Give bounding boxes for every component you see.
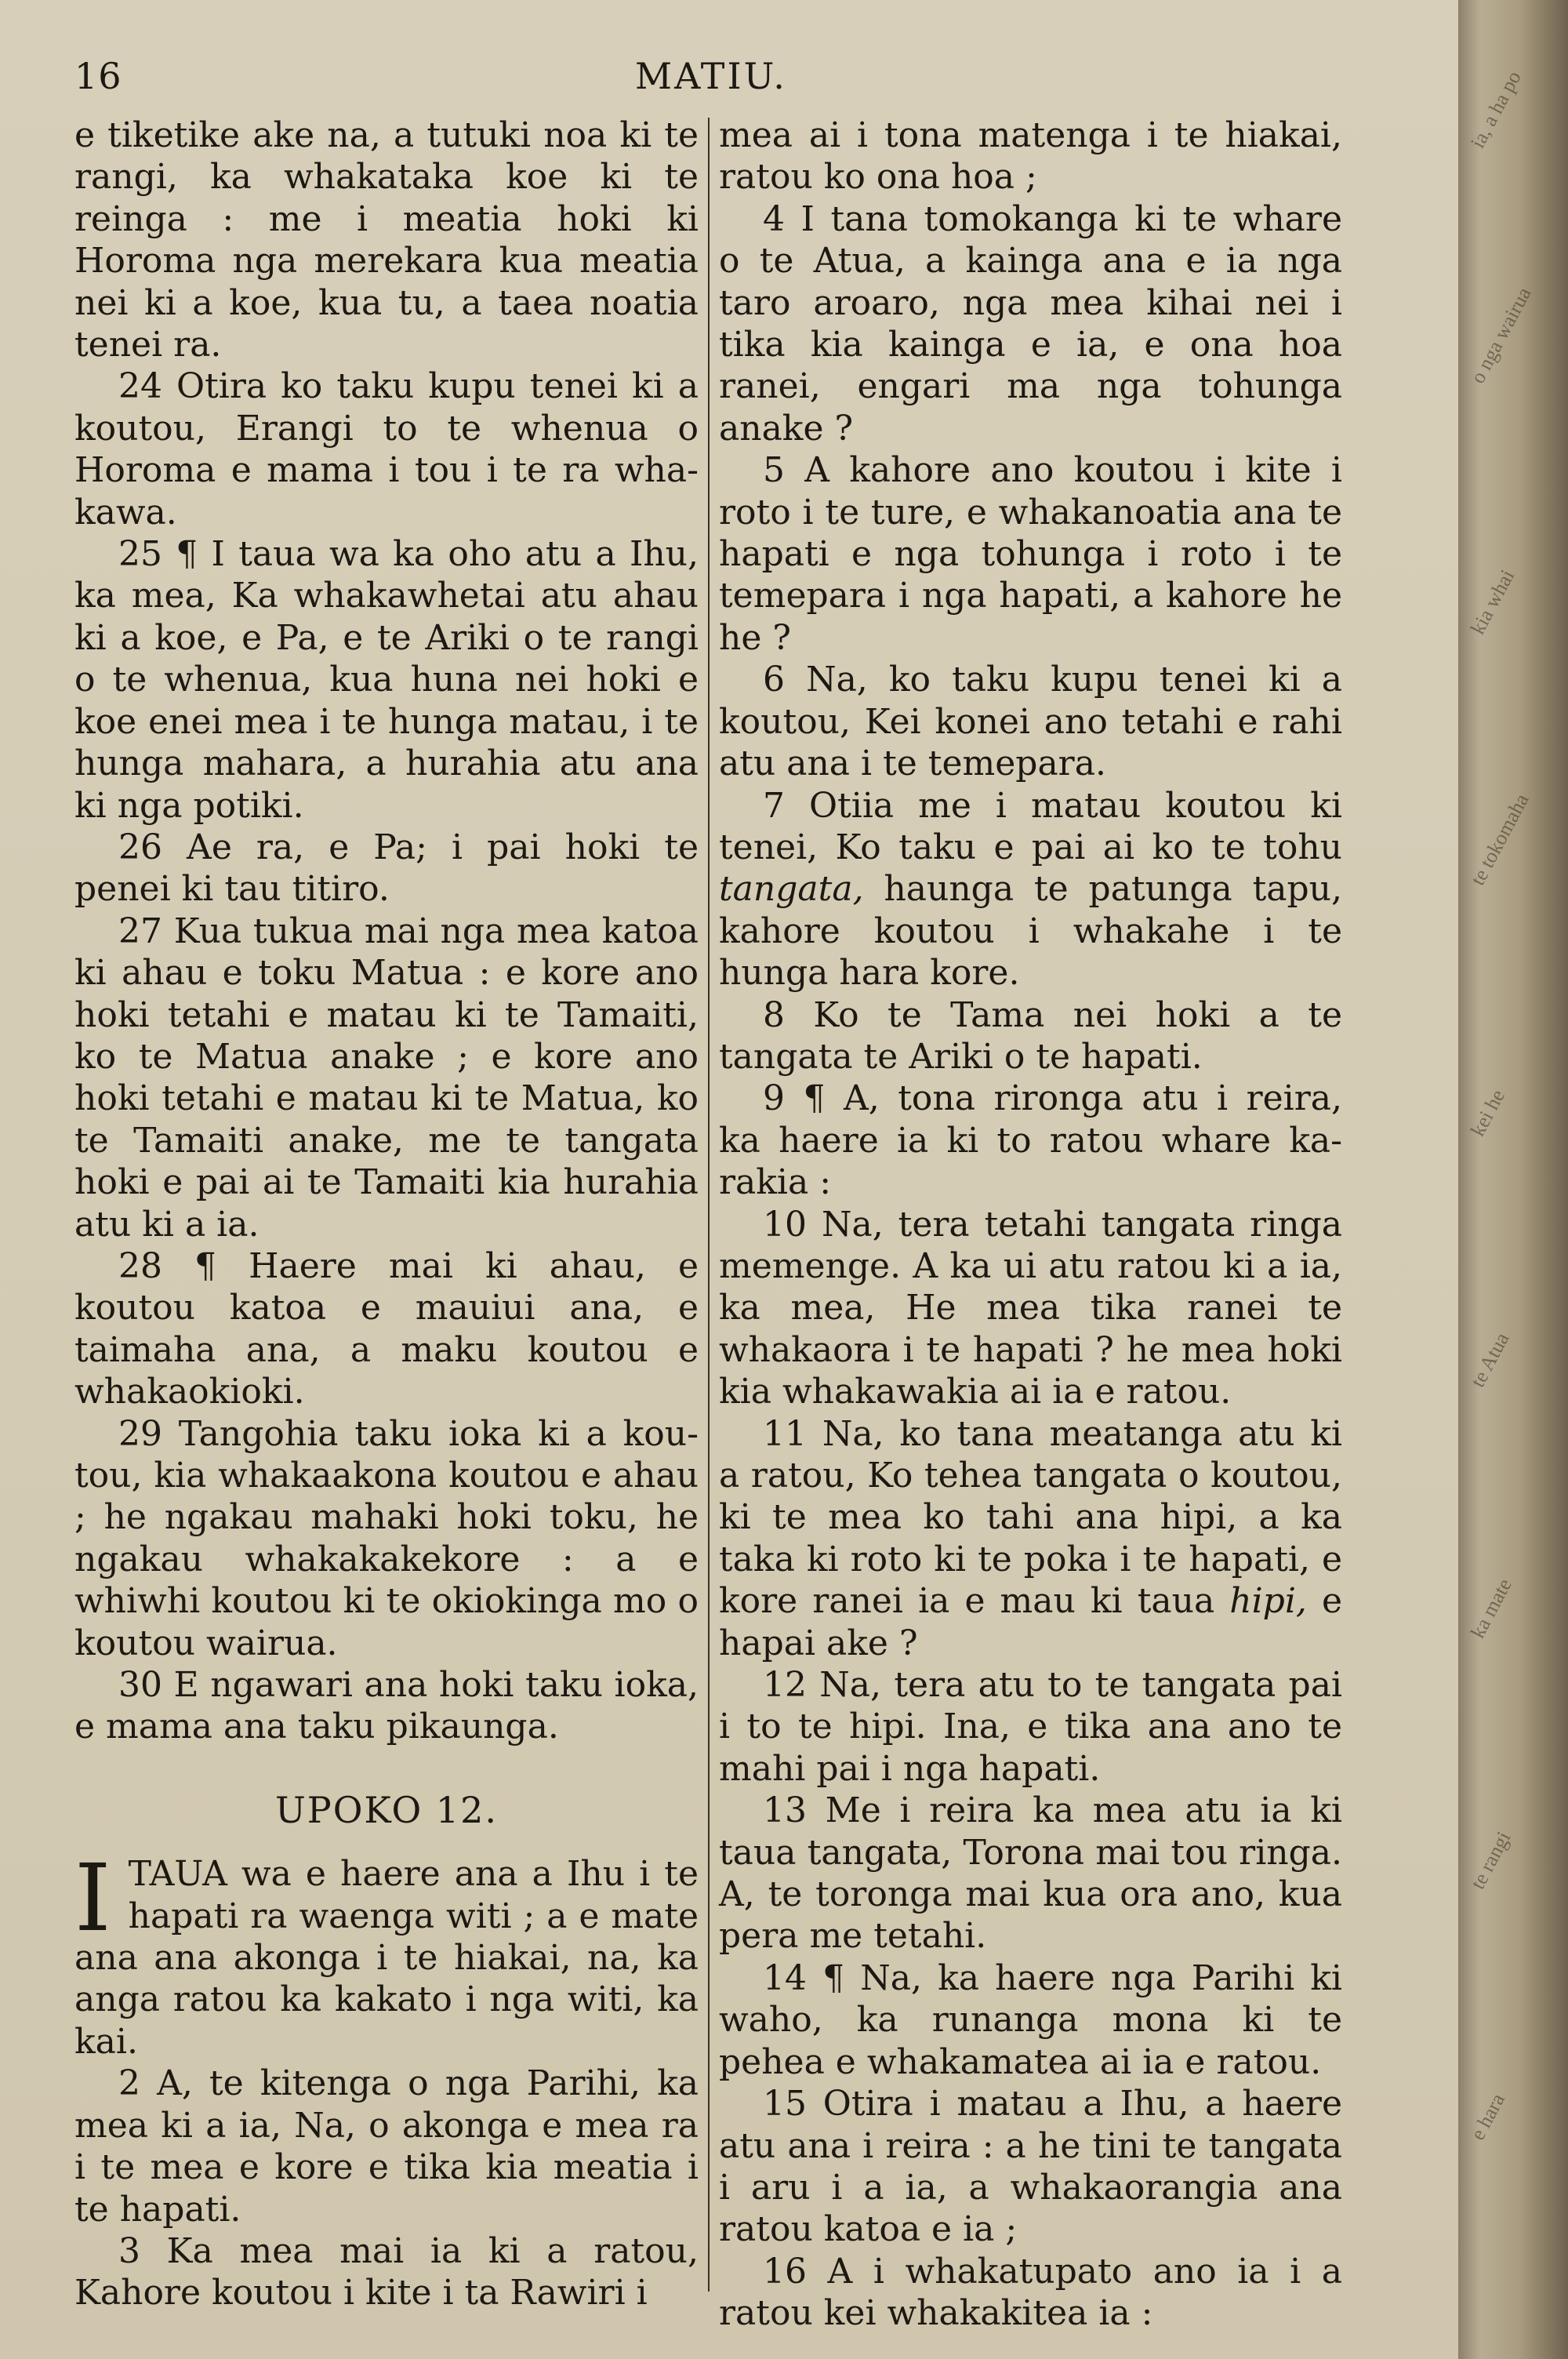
verse: 9 ¶ A, tona rironga atu i reira, ka haere ia ki to ratou whare karakia : — [719, 1078, 1342, 1203]
continued-text: mea ai i tona matenga i te hiakai, ratou ko ona hoa ; — [719, 115, 1342, 198]
page-header — [74, 55, 1345, 102]
verse: 27 Kua tukua mai nga mea katoa ki ahau e toku Matua : e kore ano hoki tetahi e matau ki te Tamaiti, ko te Matua anake ; e kore ano hoki tetahi e matau ki te Matua, ko te Tamaiti anake, me te tangata hoki e pai ai te Tamaiti kia hurahia atu ki a ia. — [74, 911, 699, 1245]
verse: 8 Ko te Tama nei hoki a te tangata te Ariki o te hapati. — [719, 994, 1342, 1077]
facing-page-text: e hara — [1466, 2089, 1510, 2144]
verse: 3 Ka mea mai ia ki a ratou, Kahore koutou i kite i ta Rawiri i — [74, 2230, 699, 2314]
verse: 29 Tangohia taku ioka ki a koutou, kia whakaakona koutou e ahau ; he ngakau mahaki hoki toku, he ngakau whakakakekore : a e whiwhi koutou ki te okiokinga mo o koutou wairua. — [74, 1413, 699, 1663]
verse — [719, 785, 1342, 994]
facing-page-text: te Atua — [1466, 1329, 1514, 1391]
verse — [719, 1413, 1342, 1664]
verse: 10 Na, tera tetahi tangata ringa memenge. A ka ui atu ratou ki a ia, ka mea, He mea tika ranei te whakaora i te hapati ? he mea hoki kia whakawakia ai ia e ratou. — [719, 1204, 1342, 1412]
drop-cap: I — [74, 1844, 111, 1953]
left-column — [74, 114, 699, 2314]
verse-text: 11 Na, ko tana meatanga atu ki a ratou, Ko tehea tangata o koutou, ki te mea ko tahi ana hipi, a ka taka ki roto ki te poka i te hapati, e kore ranei ia e mau ki taua — [719, 1413, 1342, 1622]
italic-word: tangata, — [719, 869, 864, 910]
verse-text: 7 Otiia me i matau koutou ki tenei, Ko taku e pai ai ko te tohu — [719, 785, 1342, 867]
verse: 2 A, te kitenga o nga Parihi, ka mea ki a ia, Na, o akonga e mea ra i te mea e kore e tika kia meatia i te hapati. — [74, 2063, 699, 2230]
page-number: 16 — [74, 55, 122, 97]
verse: 14 ¶ Na, ka haere nga Parihi ki waho, ka runanga mona ki te pehea e whakamatea ai ia e ratou. — [719, 1957, 1342, 2082]
italic-word: hipi, — [1229, 1581, 1307, 1622]
facing-page-text: te rangi — [1466, 1827, 1515, 1893]
running-head: MATIU. — [635, 55, 787, 97]
facing-page-text: ia, a ha po — [1466, 67, 1526, 152]
facing-page-text: kei he — [1466, 1085, 1510, 1140]
verse: 16 A i whakatupato ano ia i a ratou kei whakakitea ia : — [719, 2251, 1342, 2334]
verse-text: haunga te patunga tapu, kahore koutou i whakahe i te hunga hara kore. — [719, 869, 1342, 994]
verse: 5 A kahore ano koutou i kite i roto i te ture, e whakanoatia ana te hapati e nga tohunga i roto i te temepara i nga hapati, a kahore he he ? — [719, 450, 1342, 658]
facing-page-text: o nga wairua — [1466, 283, 1536, 387]
verse: 26 Ae ra, e Pa; i pai hoki te penei ki tau titiro. — [74, 827, 699, 910]
facing-page-text: kia whai — [1466, 565, 1519, 638]
verse-text: TAUA wa e haere ana a Ihu i te hapati ra waenga witi ; a e mate ana ana akonga i te hiakai, na, ka anga ratou ka kakato i nga witi, ka kai. — [74, 1854, 699, 2062]
facing-page-edge — [1458, 0, 1568, 2359]
right-column — [719, 114, 1342, 2335]
chapter-heading: UPOKO 12. — [274, 1788, 499, 1831]
facing-page-text: te tokomaha — [1466, 790, 1534, 889]
verse: 24 Otira ko taku kupu tenei ki a koutou, Erangi to te whenua o Horoma e mama i tou i te ra whakawa. — [74, 366, 699, 533]
continued-text: e tiketike ake na, a tutuki noa ki te rangi, ka whakataka koe ki te reinga : me i meatia hoki ki Horoma nga merekara kua meatia nei ki a koe, kua tu, a taea noatia tenei ra. — [74, 115, 699, 365]
column-divider — [708, 118, 710, 2292]
chapter-first-verse — [74, 1844, 699, 2063]
verse: 6 Na, ko taku kupu tenei ki a koutou, Kei konei ano tetahi e rahi atu ana i te temepara. — [719, 660, 1342, 784]
verse: 28 ¶ Haere mai ki ahau, e koutou katoa e mauiui ana, e taimaha ana, a maku koutou e whakaokioki. — [74, 1245, 699, 1412]
verse: 12 Na, tera atu to te tangata pai i to te hipi. Ina, e tika ana ano te mahi pai i nga hapati. — [719, 1665, 1342, 1789]
verse: 4 I tana tomokanga ki te whare o te Atua, a kainga ana e ia nga taro aroaro, nga mea kihai nei i tika kia kainga e ia, e ona hoa ranei, engari ma nga tohunga anake ? — [719, 198, 1342, 449]
verse: 30 E ngawari ana hoki taku ioka, e mama ana taku pikaunga. — [74, 1665, 699, 1747]
verse-text: e hapai ake ? — [719, 1581, 1342, 1663]
verse: 13 Me i reira ka mea atu ia ki taua tangata, Torona mai tou ringa. A, te toronga mai kua ora ano, kua pera me tetahi. — [719, 1790, 1342, 1957]
verse: 25 ¶ I taua wa ka oho atu a Ihu, ka mea, Ka whakawhetai atu ahau ki a koe, e Pa, e te Ariki o te rangi o te whenua, kua huna nei hoki e koe enei mea i te hunga matau, i te hunga mahara, a hurahia atu ana ki nga potiki. — [74, 534, 699, 826]
facing-page-text: ka mate — [1466, 1574, 1516, 1642]
verse: 15 Otira i matau a Ihu, a haere atu ana i reira : a he tini te tangata i aru i a ia, a whakaorangia ana ratou katoa e ia ; — [719, 2084, 1342, 2250]
